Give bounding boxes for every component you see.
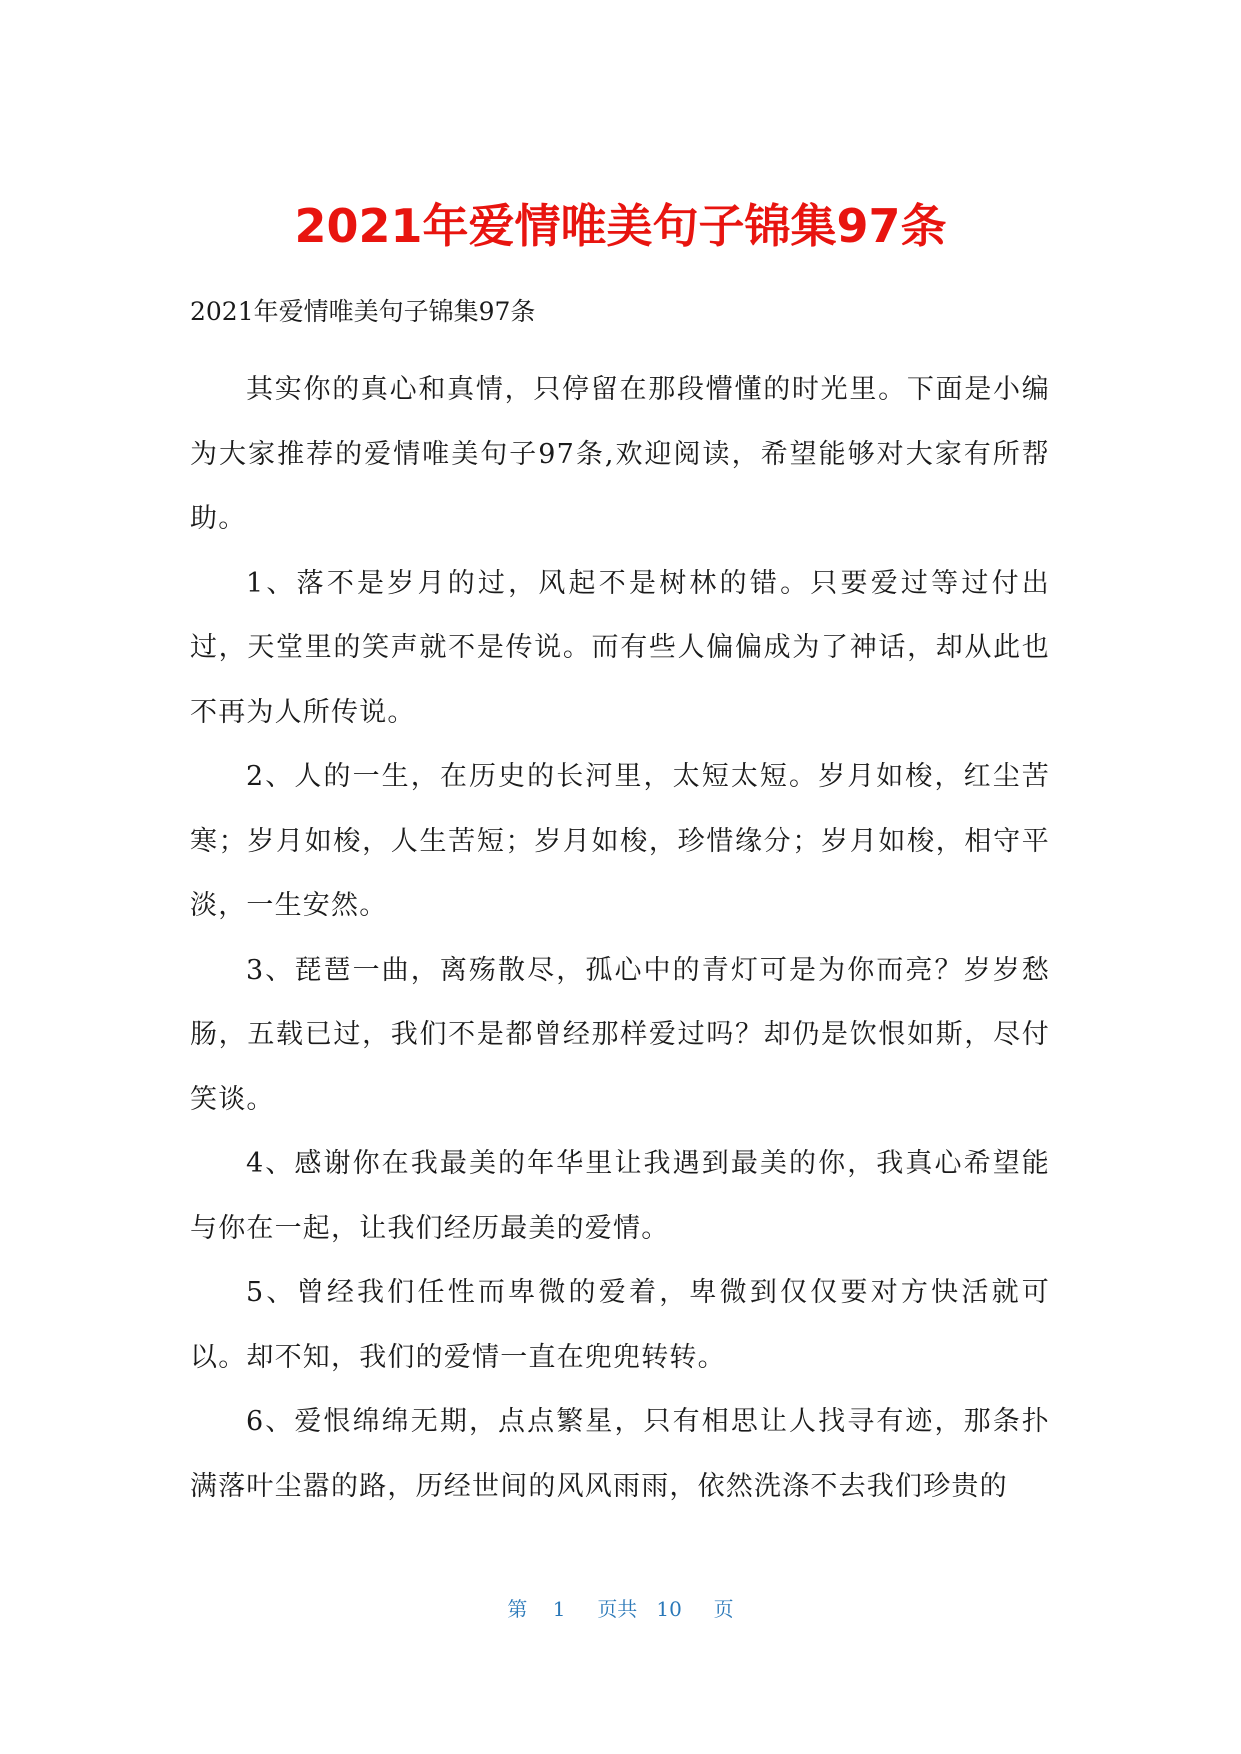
document-body xyxy=(190,358,1050,1519)
footer-prefix: 第 xyxy=(507,1597,528,1621)
paragraph-item-1: 1、落不是岁月的过，风起不是树林的错。只要爱过等过付出过，天堂里的笑声就不是传说。而有些人偏偏成为了神话，却从此也不再为人所传说。 xyxy=(190,567,1050,728)
paragraph-item-4: 4、感谢你在我最美的年华里让我遇到最美的你，我真心希望能与你在一起，让我们经历最美的爱情。 xyxy=(190,1148,1050,1244)
footer-page-number: 1 xyxy=(552,1597,566,1621)
footer-total-pages: 10 xyxy=(656,1597,682,1621)
paragraph-item-3: 3、琵琶一曲，离殇散尽，孤心中的青灯可是为你而亮？岁岁愁肠，五载已过，我们不是都曾经那样爱过吗？却仍是饮恨如斯，尽付笑谈。 xyxy=(190,954,1050,1115)
paragraph-item-2: 2、人的一生，在历史的长河里，太短太短。岁月如梭，红尘苦寒；岁月如梭，人生苦短；岁月如梭，珍惜缘分；岁月如梭，相守平淡，一生安然。 xyxy=(190,761,1050,921)
page-footer xyxy=(0,1594,1241,1624)
document-title: 2021年爱情唯美句子锦集97条 xyxy=(294,199,947,253)
paragraph-item-5: 5、曾经我们任性而卑微的爱着，卑微到仅仅要对方快活就可以。却不知，我们的爱情一直在兜兜转转。 xyxy=(190,1277,1050,1373)
footer-suffix: 页 xyxy=(713,1597,734,1621)
intro-paragraph: 其实你的真心和真情，只停留在那段懵懂的时光里。下面是小编为大家推荐的爱情唯美句子97条,欢迎阅读，希望能够对大家有所帮助。 xyxy=(190,374,1050,534)
footer-middle: 页共 xyxy=(597,1597,638,1621)
document-subtitle: 2021年爱情唯美句子锦集97条 xyxy=(190,297,536,326)
paragraph-item-6: 6、爱恨绵绵无期，点点繁星，只有相思让人找寻有迹，那条扑满落叶尘嚣的路，历经世间的风风雨雨，依然洗涤不去我们珍贵的 xyxy=(190,1406,1050,1502)
